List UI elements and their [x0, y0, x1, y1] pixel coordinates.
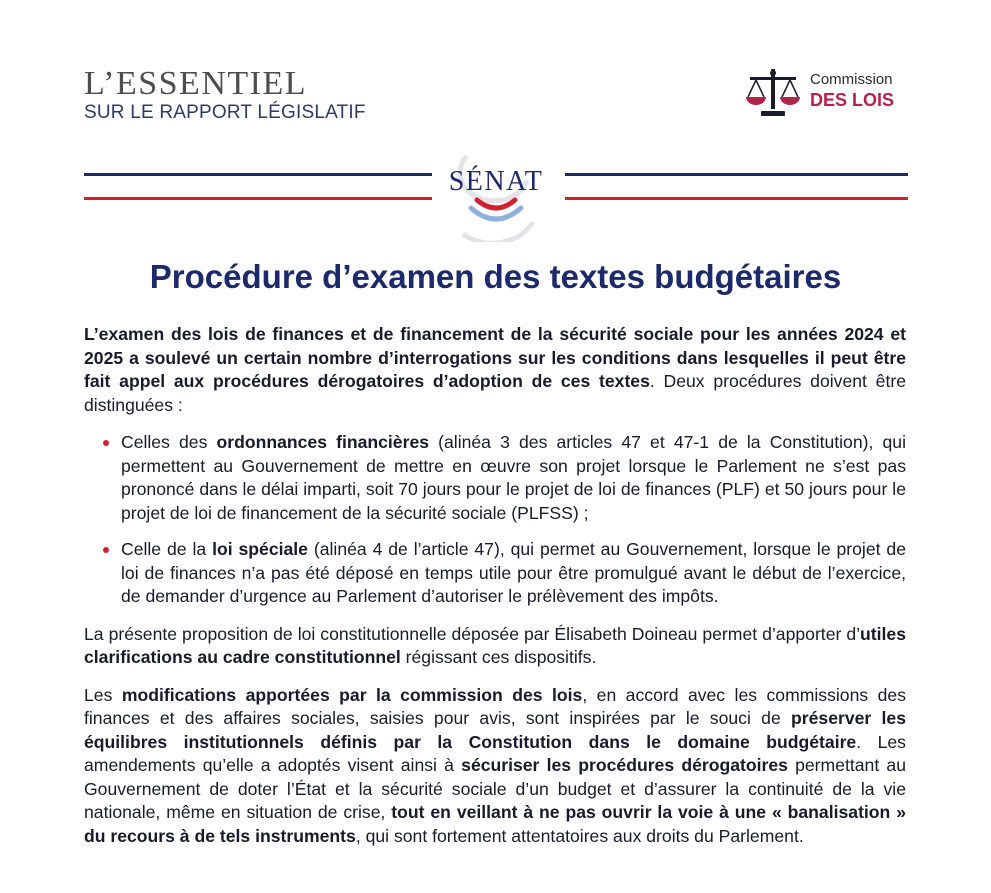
- scales-of-justice-icon: [744, 67, 802, 119]
- paragraph-bold: modifications apportées par la commission des lois: [121, 684, 583, 705]
- paragraph-text: . Les amendements qu’elle a adoptés visent ainsi à: [84, 731, 906, 775]
- bullet-text: (alinéa 3 des articles 47 et 47-1 de la Constitution), qui permettent au Gouvernement de mettre en œuvre son projet lorsque le Parlement ne s’est pas prononcé dans le délai imparti, soit 70 jours pour le projet de loi de finances (PLF) et 50 jours pour le projet de loi de financement de la sécurité sociale (PLFSS) ;: [121, 432, 906, 523]
- commission-name: DES LOIS: [810, 90, 895, 110]
- intro-bold: L’examen des lois de finances et de financement de la sécurité sociale pour les années 2024 et 2025 a soulevé un certain nombre d’interrogations sur les conditions dans lesquelles il peut être fait appel aux procédures dérogatoires d’adoption de ces textes: [84, 324, 906, 391]
- list-item: [84, 538, 906, 609]
- senat-logo-text: SÉNAT: [448, 166, 544, 197]
- list-item: [84, 431, 906, 525]
- paragraph-bold: préserver les équilibres institutionnels définis par la Constitution dans le domaine budgétaire: [84, 708, 906, 752]
- stripe-red-right: [565, 197, 908, 200]
- stripe-blue-left: [84, 173, 432, 176]
- paragraph-text: régissant ces dispositifs.: [400, 647, 597, 667]
- report-header: [84, 66, 366, 124]
- paragraph-text: , en accord avec les commissions des finances et des affaires sociales, saisies pour avis, sont inspirées par le souci de: [84, 684, 906, 728]
- stripe-red-left: [84, 197, 432, 200]
- paragraph-text: permettant au Gouvernement de doter l’État et la sécurité sociale d’un budget et d’assurer la continuité de la vie nationale, même en situation de crise,: [84, 755, 906, 822]
- bullet-icon: [103, 547, 109, 553]
- report-subtitle: SUR LE RAPPORT LÉGISLATIF: [84, 102, 366, 123]
- bullet-icon: [103, 440, 109, 446]
- commission-label: Commission: [810, 71, 893, 88]
- bullet-bold: loi spéciale: [212, 539, 308, 559]
- commission-logo: [744, 67, 894, 119]
- stripe-blue-right: [565, 173, 908, 176]
- bullet-text: Celles des: [121, 432, 217, 452]
- page-title: Procédure d’examen des textes budgétaires: [149, 258, 842, 295]
- intro-paragraph: [84, 323, 906, 417]
- report-title: L’ESSENTIEL: [84, 65, 308, 102]
- paragraph-text: Les: [84, 684, 122, 705]
- intro-text: . Deux procédures doivent être distinguées :: [84, 371, 906, 415]
- procedures-list: [84, 431, 906, 609]
- paragraph-text: , qui sont fortement attentatoires aux droits du Parlement.: [355, 825, 804, 846]
- paragraph-bold: utiles clarifications au cadre constitutionnel: [84, 623, 906, 667]
- paragraph-bold: tout en veillant à ne pas ouvrir la voie à une « banalisation » du recours à de tels instruments: [84, 802, 906, 846]
- paragraph-bold: sécuriser les procédures dérogatoires: [461, 755, 788, 775]
- bullet-text: (alinéa 4 de l’article 47), qui permet au Gouvernement, lorsque le projet de loi de finances n’a pas été déposé en temps utile pour être promulgué avant le début de l’exercice, de demander d’urgence au Parlement d’autoriser le prélèvement des impôts.: [121, 539, 906, 606]
- bullet-bold: ordonnances financières: [216, 432, 430, 452]
- bullet-text: Celle de la: [121, 539, 213, 559]
- paragraph-modifications: [84, 684, 906, 849]
- paragraph-text: La présente proposition de loi constitutionnelle déposée par Élisabeth Doineau permet d’apporter d’: [84, 623, 861, 644]
- document-body: [84, 323, 906, 862]
- paragraph-clarifications: [84, 623, 906, 670]
